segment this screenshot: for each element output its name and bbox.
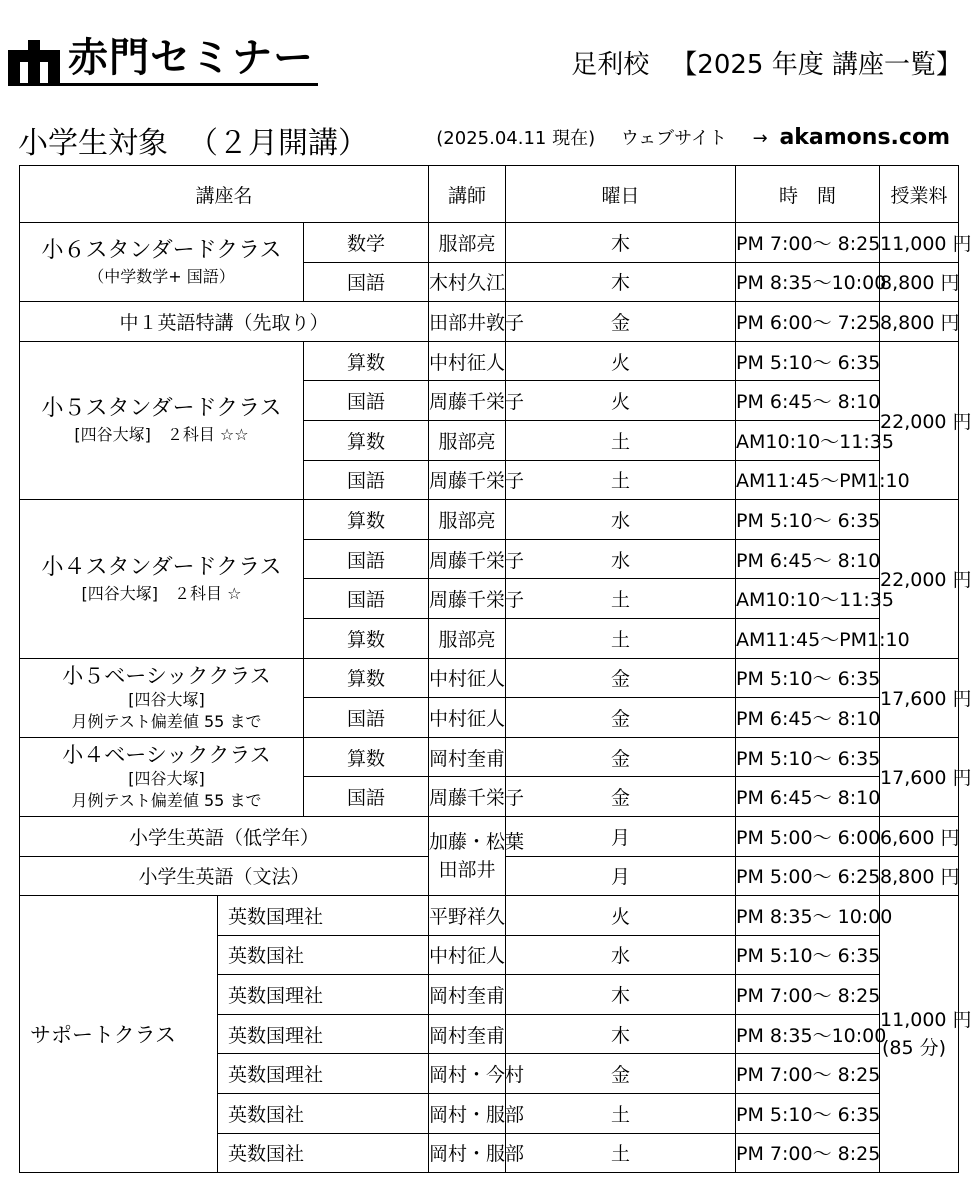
class-support: サポートクラス [20,896,218,1173]
teacher-cell: 周藤千栄子 [429,777,506,817]
class-g4-standard [20,500,304,658]
class-note: [四谷大塚] [128,768,205,788]
time-cell: PM 5:00〜 6:00 [736,816,880,856]
fee-duration-note: (85 分) [881,1037,946,1060]
subject-cell: 英数国社 [218,935,429,975]
time-cell: PM 6:45〜 8:10 [736,698,880,738]
header-teacher: 講師 [429,166,506,223]
brand-name: 赤門セミナー [68,35,314,81]
fee-cell: 8,800 円 [880,262,959,302]
course-table [19,165,972,1173]
class-name: 小４ベーシッククラス [62,742,271,767]
day-cell: 金 [506,302,736,342]
table-row [20,302,959,342]
day-cell: 金 [506,698,736,738]
teacher-cell: 周藤千栄子 [429,539,506,579]
subject-cell: 英数国理社 [218,896,429,936]
teacher-cell: 岡村奎甫 [429,737,506,777]
time-cell: PM 7:00〜 8:25 [736,1133,880,1173]
teacher-name: 加藤・松葉 [429,831,525,853]
teacher-cell: 周藤千栄子 [429,579,506,619]
day-cell: 金 [506,737,736,777]
table-row [20,816,959,856]
day-cell: 木 [506,223,736,263]
teacher-cell: 中村征人 [429,341,506,381]
fee-cell: 17,600 円 [880,737,959,816]
time-cell: AM10:10〜11:35 [736,420,880,460]
fee-cell: 11,000 円 [880,223,959,263]
subject-cell: 国語 [304,579,429,619]
subject-cell: 算数 [304,737,429,777]
time-cell: PM 5:10〜 6:35 [736,1094,880,1134]
teacher-cell: 岡村奎甫 [429,1014,506,1054]
subject-cell: 数学 [304,223,429,263]
day-cell: 金 [506,1054,736,1094]
time-cell: PM 7:00〜 8:25 [736,223,880,263]
day-cell: 水 [506,500,736,540]
teacher-cell: 周藤千栄子 [429,460,506,500]
class-g5-basic [20,658,304,737]
day-cell: 金 [506,777,736,817]
fee-cell [880,896,972,1173]
year-title: 【2025 年度 講座一覧】 [671,50,962,80]
time-cell: PM 5:00〜 6:25 [736,856,880,896]
meta-info [436,124,950,150]
day-cell: 月 [506,816,736,856]
subject-cell: 国語 [304,539,429,579]
time-cell: PM 8:35〜10:00 [736,1014,880,1054]
class-note: （中学数学+ 国語） [88,267,235,287]
class-elementary-english: 小学生英語（文法） [20,856,429,896]
fee-cell: 8,800 円 [880,856,959,896]
fee-cell: 22,000 円 [880,500,959,658]
teacher-name: 田部井 [438,859,496,881]
subject-cell: 英数国社 [218,1133,429,1173]
class-name: 小５ベーシッククラス [62,663,271,688]
start-month: （２月開講） [188,126,368,161]
table-row [20,896,959,936]
subject-cell: 英数国理社 [218,1054,429,1094]
time-cell: PM 6:00〜 7:25 [736,302,880,342]
day-cell: 水 [506,935,736,975]
time-cell: PM 5:10〜 6:35 [736,935,880,975]
teacher-cell: 中村征人 [429,658,506,698]
teacher-cell: 中村征人 [429,935,506,975]
subject-cell: 英数国理社 [218,1014,429,1054]
day-cell: 土 [506,579,736,619]
subject-cell: 英数国理社 [218,975,429,1015]
class-name: 小６スタンダードクラス [41,238,282,264]
day-cell: 木 [506,262,736,302]
subject-cell: 国語 [304,777,429,817]
teacher-cell: 岡村奎甫 [429,975,506,1015]
time-cell: PM 8:35〜10:00 [736,262,880,302]
day-cell: 土 [506,420,736,460]
teacher-cell: 周藤千栄子 [429,381,506,421]
header-fee: 授業料 [880,166,959,223]
class-name: 小４スタンダードクラス [41,554,282,580]
header-time: 時 間 [736,166,880,223]
table-row [20,658,959,698]
class-g4-basic [20,737,304,816]
target-heading [18,118,368,162]
time-cell: PM 7:00〜 8:25 [736,1054,880,1094]
arrow-right-icon: → [752,128,768,149]
day-cell: 木 [506,975,736,1015]
day-cell: 土 [506,1094,736,1134]
class-elementary-english: 小学生英語（低学年） [20,816,429,856]
header-course: 講座名 [20,166,429,223]
table-row [20,737,959,777]
header-day: 曜日 [506,166,736,223]
fee-cell: 17,600 円 [880,658,959,737]
class-note: 月例テスト偏差値 55 まで [71,790,262,810]
teacher-cell: 岡村・服部 [429,1094,506,1134]
logo-mark-icon [8,40,62,84]
subject-cell: 英数国社 [218,1094,429,1134]
target-label: 小学生対象 [18,126,168,161]
teacher-cell: 中村征人 [429,698,506,738]
class-note: [四谷大塚] ２科目 ☆☆ [74,425,249,445]
fee-cell: 8,800 円 [880,302,959,342]
subject-cell: 算数 [304,500,429,540]
time-cell: PM 6:45〜 8:10 [736,539,880,579]
as-of-date: (2025.04.11 現在) [436,128,596,149]
day-cell: 金 [506,658,736,698]
subject-cell: 国語 [304,460,429,500]
brand-logo [8,34,318,86]
day-cell: 火 [506,341,736,381]
time-cell: PM 5:10〜 6:35 [736,658,880,698]
logo-underline [8,83,318,86]
time-cell: AM10:10〜11:35 [736,579,880,619]
class-g6-standard [20,223,304,302]
teacher-cell: 田部井敦子 [429,302,506,342]
website-label: ウェブサイト [620,128,727,149]
table-row [20,500,959,540]
time-cell: PM 6:45〜 8:10 [736,381,880,421]
class-note: [四谷大塚] [128,689,205,709]
subject-cell: 国語 [304,698,429,738]
teacher-cell [429,816,525,895]
day-cell: 土 [506,460,736,500]
day-cell: 月 [506,856,736,896]
teacher-cell: 服部亮 [429,500,506,540]
day-cell: 火 [506,381,736,421]
fee-cell: 6,600 円 [880,816,959,856]
time-cell: AM11:45〜PM1:10 [736,618,880,658]
school-name: 足利校 [571,50,650,80]
time-cell: PM 5:10〜 6:35 [736,500,880,540]
subject-cell: 国語 [304,262,429,302]
class-note: 月例テスト偏差値 55 まで [71,711,262,731]
subject-cell: 算数 [304,341,429,381]
table-row [20,223,959,263]
fee-cell: 22,000 円 [880,341,959,499]
teacher-cell: 岡村・今村 [429,1054,506,1094]
subject-cell: 算数 [304,618,429,658]
teacher-cell: 服部亮 [429,420,506,460]
table-header-row [20,166,959,223]
class-name: 小５スタンダードクラス [41,396,282,422]
website-link[interactable]: akamons.com [779,125,950,150]
day-cell: 木 [506,1014,736,1054]
class-note: [四谷大塚] ２科目 ☆ [81,583,242,603]
day-cell: 火 [506,896,736,936]
subject-cell: 算数 [304,658,429,698]
time-cell: AM11:45〜PM1:10 [736,460,880,500]
time-cell: PM 5:10〜 6:35 [736,341,880,381]
teacher-cell: 岡村・服部 [429,1133,506,1173]
class-g5-standard [20,341,304,499]
day-cell: 水 [506,539,736,579]
time-cell: PM 7:00〜 8:25 [736,975,880,1015]
subject-cell: 算数 [304,420,429,460]
teacher-cell: 平野祥久 [429,896,506,936]
teacher-cell: 木村久江 [429,262,506,302]
teacher-cell: 服部亮 [429,618,506,658]
fee-amount: 11,000 円 [880,1009,972,1032]
time-cell: PM 5:10〜 6:35 [736,737,880,777]
class-eng1-special: 中１英語特講（先取り） [20,302,429,342]
school-heading [571,44,962,81]
subject-cell: 国語 [304,381,429,421]
teacher-cell: 服部亮 [429,223,506,263]
time-cell: PM 6:45〜 8:10 [736,777,880,817]
day-cell: 土 [506,1133,736,1173]
table-row [20,341,959,381]
day-cell: 土 [506,618,736,658]
time-cell: PM 8:35〜 10:00 [736,896,880,936]
